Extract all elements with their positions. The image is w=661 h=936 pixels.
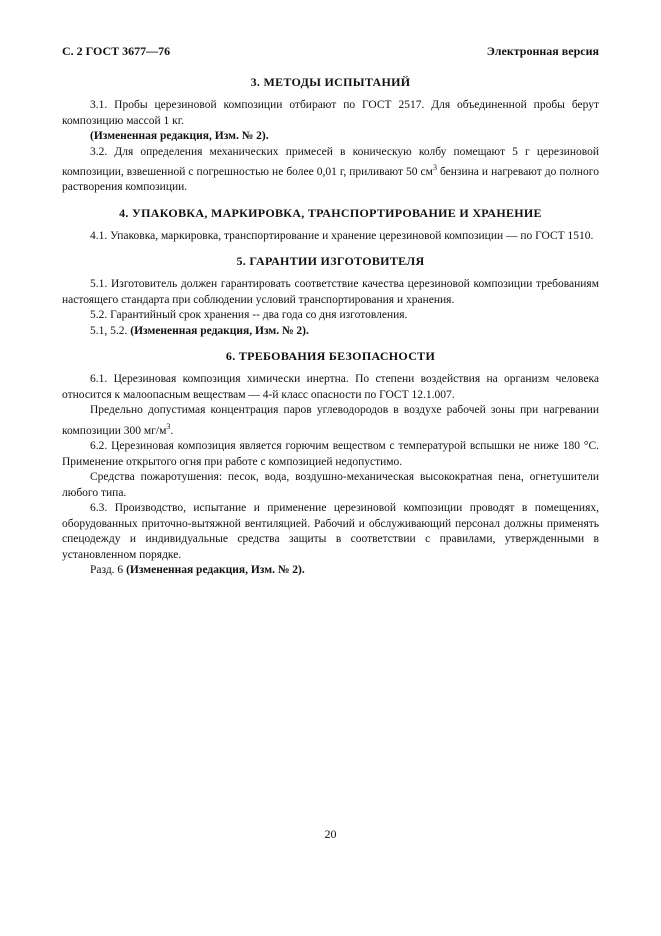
amendment-note bbox=[62, 324, 599, 340]
section-6 bbox=[62, 349, 599, 578]
section-title: 5. ГАРАНТИИ ИЗГОТОВИТЕЛЯ bbox=[236, 254, 425, 269]
section-4 bbox=[62, 206, 599, 245]
amendment-prefix: Разд. 6 bbox=[90, 564, 127, 577]
paragraph-6-2-extinguishing: Средства пожаротушения: песок, вода, воздушно-механическая высокократная пена, огнетушители любого типа. bbox=[62, 471, 599, 499]
superscript: 3 bbox=[166, 421, 171, 431]
paragraph-5-1: 5.1. Изготовитель должен гарантировать соответствие качества церезиновой композиции требованиям настоящего стандарта при соблюдении условий транспортирования и хранения. bbox=[62, 278, 599, 306]
paragraph-4-1: 4.1. Упаковка, маркировка, транспортирование и хранение церезиновой композиции — по ГОСТ 1510. bbox=[90, 229, 594, 242]
amendment-note-text: (Измененная редакция, Изм. № 2). bbox=[130, 324, 309, 337]
paragraph-6-2: 6.2. Церезиновая композиция является горючим веществом с температурой вспышки не ниже 180 °С. Применение открытого огня при работе с композицией недопустимо. bbox=[62, 440, 599, 468]
amendment-note bbox=[62, 129, 599, 145]
paragraph-text-b: . bbox=[170, 424, 174, 437]
page-header-version: Электронная версия bbox=[486, 44, 599, 58]
paragraph-3-2-text-b: бензина и нагревают до полного растворения композиции. bbox=[62, 165, 599, 194]
paragraph-6-1: 6.1. Церезиновая композиция химически инертна. По степени воздействия на организм человека относится к малоопасным веществам — 4-й класс опасности по ГОСТ 12.1.007. bbox=[62, 373, 599, 401]
paragraph-6-1-limit bbox=[62, 403, 599, 439]
superscript: 3 bbox=[432, 163, 437, 172]
section-5 bbox=[62, 254, 599, 339]
paragraph-5-2: 5.2. Гарантийный срок хранения -- два года со дня изготовления. bbox=[90, 309, 408, 322]
page-number: 20 bbox=[324, 827, 337, 841]
page-header-standard: С. 2 ГОСТ 3677—76 bbox=[62, 44, 171, 58]
section-3 bbox=[62, 75, 599, 196]
document-body bbox=[62, 75, 599, 589]
amendment-note-text: (Измененная редакция, Изм. № 2). bbox=[90, 130, 269, 142]
paragraph-3-1: 3.1. Пробы церезиновой композиции отбирают по ГОСТ 2517. Для объединенной пробы берут композицию массой 1 кг. bbox=[62, 99, 599, 127]
amendment-prefix: 5.1, 5.2. bbox=[90, 324, 131, 337]
paragraph-3-2-text-a: 3.2. Для определения механических примесей в коническую колбу помещают 5 г церезиновой композиции, взвешенной с погрешностью не более 0,01 г, приливают 50 см bbox=[62, 145, 599, 178]
section-title: 4. УПАКОВКА, МАРКИРОВКА, ТРАНСПОРТИРОВАНИЕ И ХРАНЕНИЕ bbox=[119, 205, 542, 220]
section-title: 3. МЕТОДЫ ИСПЫТАНИЙ bbox=[250, 75, 411, 89]
paragraph-text-a: Предельно допустимая концентрация паров углеводородов в воздухе рабочей зоны при нагревании композиции 300 мг/м bbox=[62, 404, 599, 437]
amendment-note bbox=[62, 563, 599, 579]
paragraph-6-3: 6.3. Производство, испытание и применение церезиновой композиции проводят в помещениях, оборудованных приточно-вытяжной вентиляцией. Рабочий и обслуживающий персонал должны применять спецодежду и индивидуальные средства защиты в соответствии с правилами, утвержденными в установленном порядке. bbox=[62, 502, 599, 561]
amendment-note-text: (Измененная редакция, Изм. № 2). bbox=[126, 564, 305, 577]
section-title: 6. ТРЕБОВАНИЯ БЕЗОПАСНОСТИ bbox=[225, 349, 436, 364]
paragraph-3-2 bbox=[62, 145, 599, 196]
